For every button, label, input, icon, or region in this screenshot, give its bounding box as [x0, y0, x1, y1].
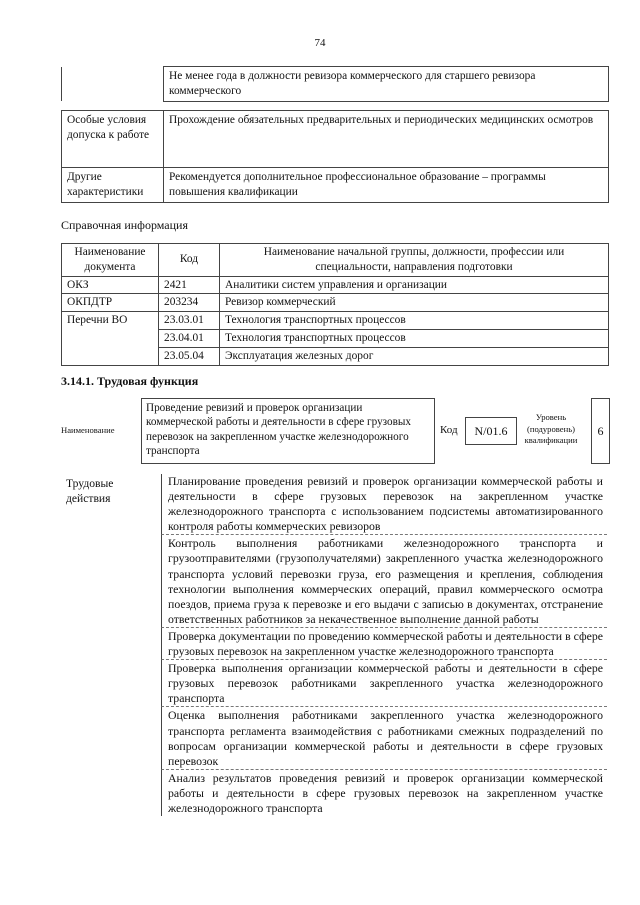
reference-name: Аналитики систем управления и организации [220, 276, 609, 294]
reference-code: 2421 [159, 276, 220, 294]
function-heading: 3.14.1. Трудовая функция [61, 374, 199, 388]
reference-row [62, 276, 609, 294]
reference-doc: ОКПДТР [62, 294, 159, 312]
condition-label: Другие характеристики [62, 168, 164, 203]
reference-name: Технология транспортных процессов [220, 330, 609, 348]
reference-name: Ревизор коммерческий [220, 294, 609, 312]
header-name: Наименование начальной группы, должности, профессии или специальности, направления подготовки [220, 244, 609, 277]
reference-title: Справочная информация [61, 218, 188, 232]
labor-actions-list [161, 474, 607, 816]
function-level-label: Уровень (подуровень) квалификации [524, 412, 578, 446]
function-code-value: N/01.6 [465, 417, 517, 445]
condition-row [62, 111, 609, 168]
function-level-value: 6 [591, 398, 610, 464]
labor-action-item: Контроль выполнения работниками железнодорожного транспорта и грузоотправителями (грузополучателями) закрепленного участка железнодорожного транспорта условий перевозки груза, его размещения и крепления, соблюдения технологии выполнения коммерческих операций, правил коммерческого осмотра поездов, приема груза к перевозке и его выдачи с записью в документах, отстранение ответственных работников за некачественное выполнение данной работы [161, 535, 607, 628]
reference-code: 23.03.01 [159, 312, 220, 330]
condition-label: Особые условия допуска к работе [62, 111, 164, 168]
reference-table [61, 243, 609, 366]
function-name-label: Наименование [61, 425, 115, 435]
reference-code: 23.05.04 [159, 347, 220, 365]
function-name-value: Проведение ревизий и проверок организации коммерческой работы и деятельности в сфере грузовых перевозок на закрепленном участке железнодорожного транспорта [141, 398, 435, 464]
qualification-table [61, 66, 609, 102]
reference-header-row [62, 244, 609, 277]
reference-doc: Перечни ВО [62, 312, 159, 365]
header-doc: Наименование документа [62, 244, 159, 277]
labor-action-item: Оценка выполнения работниками закрепленного участка железнодорожного транспорта регламента взаимодействия с работниками смежных подразделений по вопросам организации коммерческой работы и деятельности в сфере грузовых перевозок [161, 707, 607, 769]
labor-action-item: Планирование проведения ревизий и проверок организации коммерческой работы и деятельности в сфере грузовых перевозок на закрепленном участке железнодорожного транспорта с использованием подсистемы автоматизированного контроля работы коммерческих ревизоров [161, 474, 607, 535]
condition-value: Рекомендуется дополнительное профессиональное образование – программы повышения квалификации [164, 168, 609, 203]
qualification-text: Не менее года в должности ревизора коммерческого для старшего ревизора коммерческого [164, 67, 609, 102]
reference-name: Технология транспортных процессов [220, 312, 609, 330]
labor-action-item: Проверка выполнения организации коммерческой работы и деятельности в сфере грузовых перевозок работниками закрепленного участка железнодорожного транспорта [161, 660, 607, 707]
reference-code: 23.04.01 [159, 330, 220, 348]
conditions-table [61, 110, 609, 203]
condition-row [62, 168, 609, 203]
labor-action-item: Анализ результатов проведения ревизий и проверок организации коммерческой работы и деятельности в сфере грузовых перевозок на закрепленном участке железнодорожного транспорта [161, 770, 607, 816]
labor-actions-label: Трудовые действия [66, 477, 114, 506]
condition-value: Прохождение обязательных предварительных и периодических медицинских осмотров [164, 111, 609, 168]
reference-row [62, 312, 609, 330]
reference-row [62, 294, 609, 312]
labor-action-item: Проверка документации по проведению коммерческой работы и деятельности в сфере грузовых перевозок на закрепленном участке железнодорожного транспорта [161, 628, 607, 660]
reference-doc: ОКЗ [62, 276, 159, 294]
header-code: Код [159, 244, 220, 277]
reference-code: 203234 [159, 294, 220, 312]
reference-name: Эксплуатация железных дорог [220, 347, 609, 365]
page-number: 74 [314, 37, 326, 49]
function-code-label: Код [440, 424, 458, 436]
